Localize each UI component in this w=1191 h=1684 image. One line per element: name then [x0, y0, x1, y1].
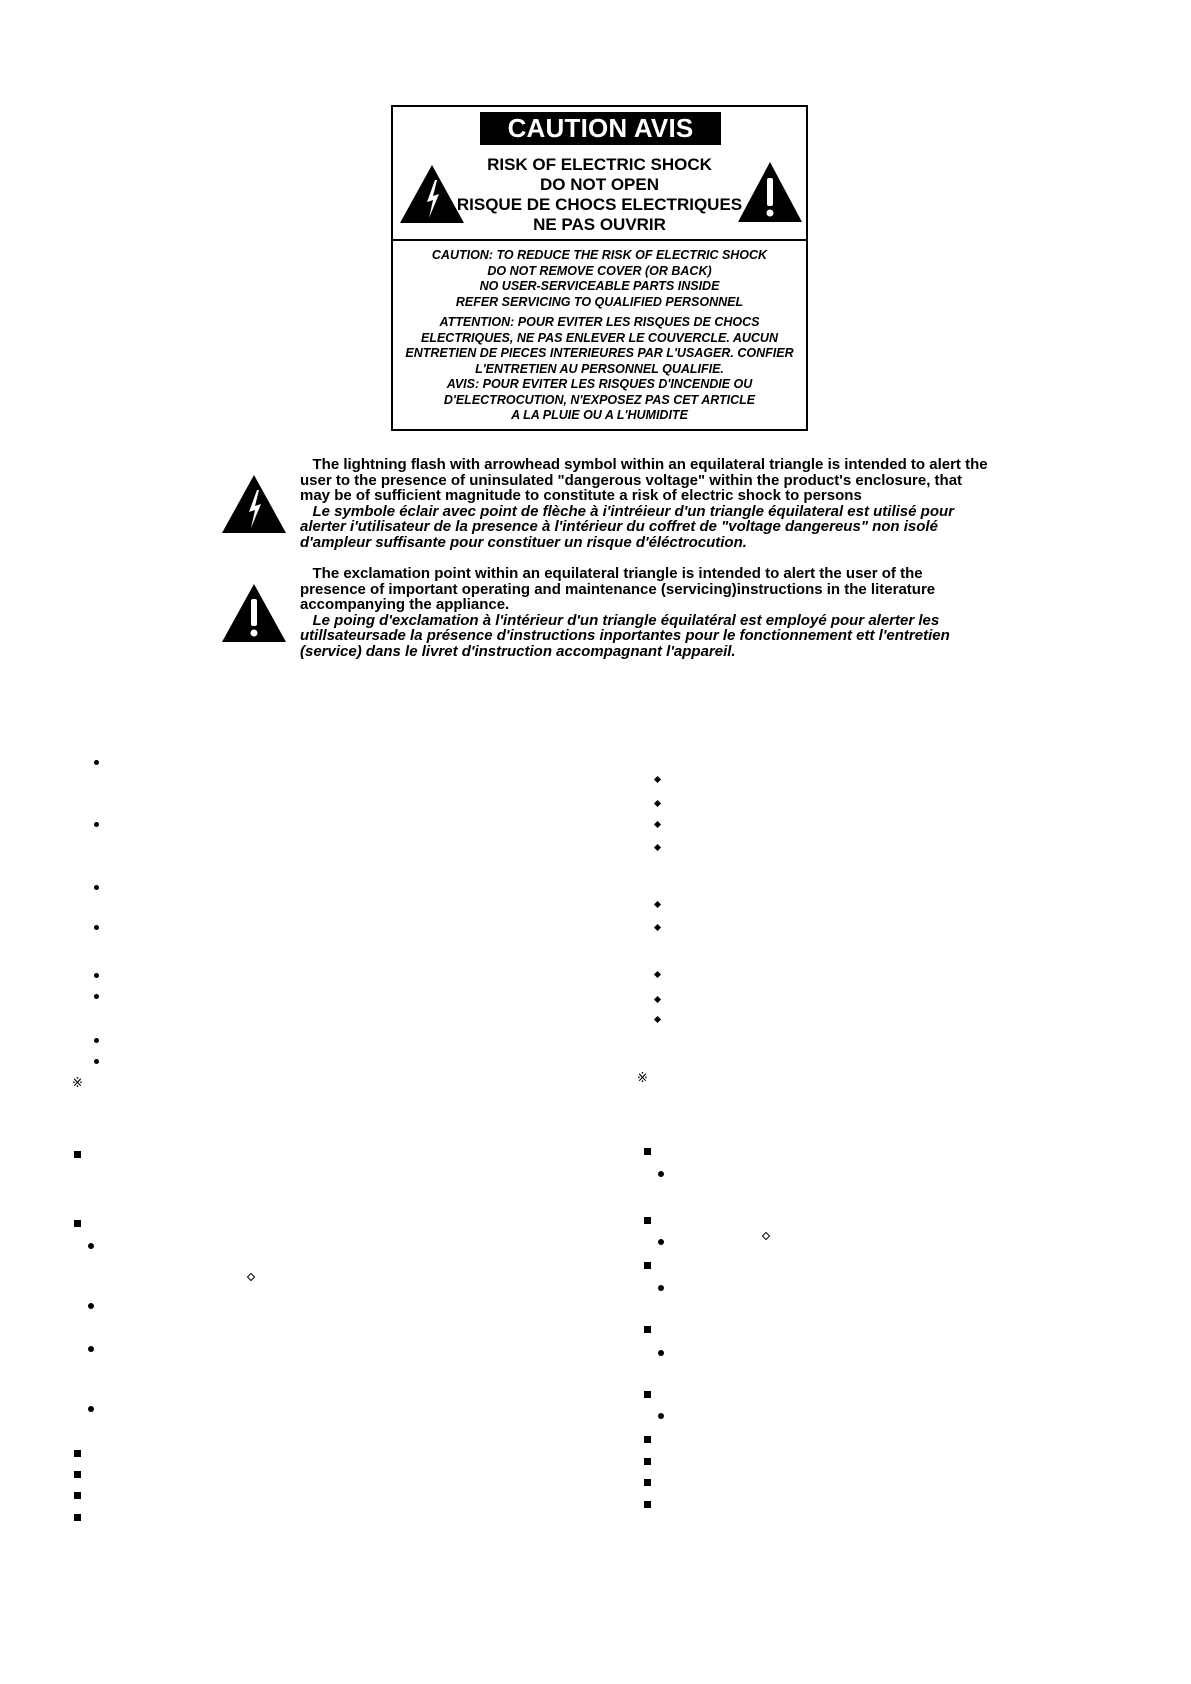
caution-header-line: DO NOT OPEN: [539, 175, 659, 194]
bullet-dot-icon: [88, 1406, 94, 1412]
bullet-dot-icon: [658, 1285, 664, 1291]
bullet-diamond-icon: [762, 1232, 770, 1240]
bullet-dot-icon: [94, 822, 99, 827]
bullet-diamond-icon: [654, 996, 661, 1003]
bullet-diamond-icon: [654, 844, 661, 851]
caution-english-line: DO NOT REMOVE COVER (OR BACK): [487, 263, 712, 278]
bullet-square-icon: [74, 1220, 81, 1227]
bullet-dot-icon: [658, 1413, 664, 1419]
bullet-square-icon: [74, 1450, 81, 1457]
caution-french-line: ENTRETIEN DE PIECES INTERIEURES PAR L'USAGER. CONFIER: [405, 346, 794, 360]
lightning-warning-icon: [221, 474, 287, 534]
exclamation-french-line: Le poing d'exclamation à l'intérieur d'un triangle équilatéral est employé pour alerter les: [300, 611, 940, 629]
caution-label-box: [391, 105, 808, 431]
bullet-diamond-icon: [654, 971, 661, 978]
bullet-diamond-icon: [247, 1273, 255, 1281]
lightning-english-line: The lightning flash with arrowhead symbol within an equilateral triangle is intended to alert the: [300, 456, 988, 473]
lightning-english-line: may be of sufficient magnitude to constitute a risk of electric shock to persons: [300, 487, 862, 505]
bullet-dot-icon: [658, 1171, 664, 1177]
lightning-french-line: alerter i'utilisateur de la presence à l'intérieur du coffret de "voltage dangereus" non isolé: [300, 518, 938, 536]
bullet-diamond-icon: [654, 1016, 661, 1023]
bullet-dot-icon: [94, 973, 99, 978]
bullet-square-icon: [644, 1479, 651, 1486]
bullet-square-icon: [74, 1514, 81, 1521]
lightning-french-line: Le symbole éclair avec point de flèche à i'intréieur d'un triangle équilateral est utilisé pour: [300, 502, 954, 520]
bullet-square-icon: [74, 1492, 81, 1499]
bullet-square-icon: [644, 1217, 651, 1224]
bullet-square-icon: [644, 1326, 651, 1333]
bullet-dot-icon: [88, 1346, 94, 1352]
bullet-dot-icon: [94, 994, 99, 999]
bullet-square-icon: [74, 1471, 81, 1478]
exclamation-english-line: The exclamation point within an equilateral triangle is intended to alert the user of the: [300, 565, 923, 582]
exclamation-warning-icon: [221, 583, 287, 643]
caution-french-line: ELECTRIQUES, NE PAS ENLEVER LE COUVERCLE. AUCUN: [421, 330, 778, 345]
bullet-dot-icon: [658, 1239, 664, 1245]
bullet-square-icon: [74, 1151, 81, 1158]
bullet-square-icon: [644, 1148, 651, 1155]
caution-header-line: RISK OF ELECTRIC SHOCK: [487, 155, 712, 174]
bullet-dot-icon: [94, 1059, 99, 1064]
caution-title: CAUTION AVIS: [480, 112, 721, 145]
caution-french-line: L'ENTRETIEN AU PERSONNEL QUALIFIE.: [475, 361, 724, 376]
caution-header-line: NE PAS OUVRIR: [533, 215, 666, 234]
caution-divider: [393, 239, 806, 241]
bullet-dot-icon: [88, 1243, 94, 1249]
caution-french-line: A LA PLUIE OU A L'HUMIDITE: [511, 408, 688, 422]
caution-french-line: ATTENTION: POUR EVITER LES RISQUES DE CHOCS: [439, 315, 760, 329]
exclamation-french-line: utillsateursade la présence d'instructions inportantes pour le fonctionnement ett l'entretien: [300, 627, 950, 645]
bullet-square-icon: [644, 1262, 651, 1269]
exclamation-french-line: (service) dans le livret d'instruction accompagnant l'appareil.: [300, 643, 736, 660]
bullet-square-icon: [644, 1501, 651, 1508]
bullet-dot-icon: [94, 1038, 99, 1043]
bullet-diamond-icon: [654, 901, 661, 908]
caution-english-line: NO USER-SERVICEABLE PARTS INSIDE: [479, 279, 720, 293]
caution-english-line: REFER SERVICING TO QUALIFIED PERSONNEL: [455, 294, 744, 309]
bullet-diamond-icon: [654, 776, 661, 783]
bullet-dot-icon: [94, 885, 99, 890]
bullet-dot-icon: [94, 925, 99, 930]
bullet-square-icon: [644, 1458, 651, 1465]
bullet-diamond-icon: [654, 800, 661, 807]
bullet-square-icon: [644, 1391, 651, 1398]
reference-mark-icon: ※: [72, 1075, 83, 1090]
bullet-dot-icon: [658, 1350, 664, 1356]
caution-french-line: AVIS: POUR EVITER LES RISQUES D'INCENDIE OU: [446, 377, 753, 391]
exclamation-english-line: accompanying the appliance.: [300, 596, 510, 614]
exclamation-english-line: presence of important operating and maintenance (servicing)instructions in the literature: [300, 580, 936, 598]
bullet-dot-icon: [94, 760, 99, 765]
reference-mark-icon: ※: [637, 1070, 648, 1085]
bullet-dot-icon: [88, 1303, 94, 1309]
caution-english-line: CAUTION: TO REDUCE THE RISK OF ELECTRIC SHOCK: [431, 248, 768, 262]
bullet-square-icon: [644, 1436, 651, 1443]
bullet-diamond-icon: [654, 924, 661, 931]
caution-french-line: D'ELECTROCUTION, N'EXPOSEZ PAS CET ARTICLE: [443, 392, 756, 407]
bullet-diamond-icon: [654, 821, 661, 828]
lightning-english-line: user to the presence of uninsulated "dangerous voltage" within the product's enclosure, that: [300, 471, 963, 489]
lightning-french-line: d'ampleur suffisante pour constituer un risque d'éléctrocution.: [300, 534, 747, 551]
caution-header-line: RISQUE DE CHOCS ELECTRIQUES: [456, 195, 743, 214]
